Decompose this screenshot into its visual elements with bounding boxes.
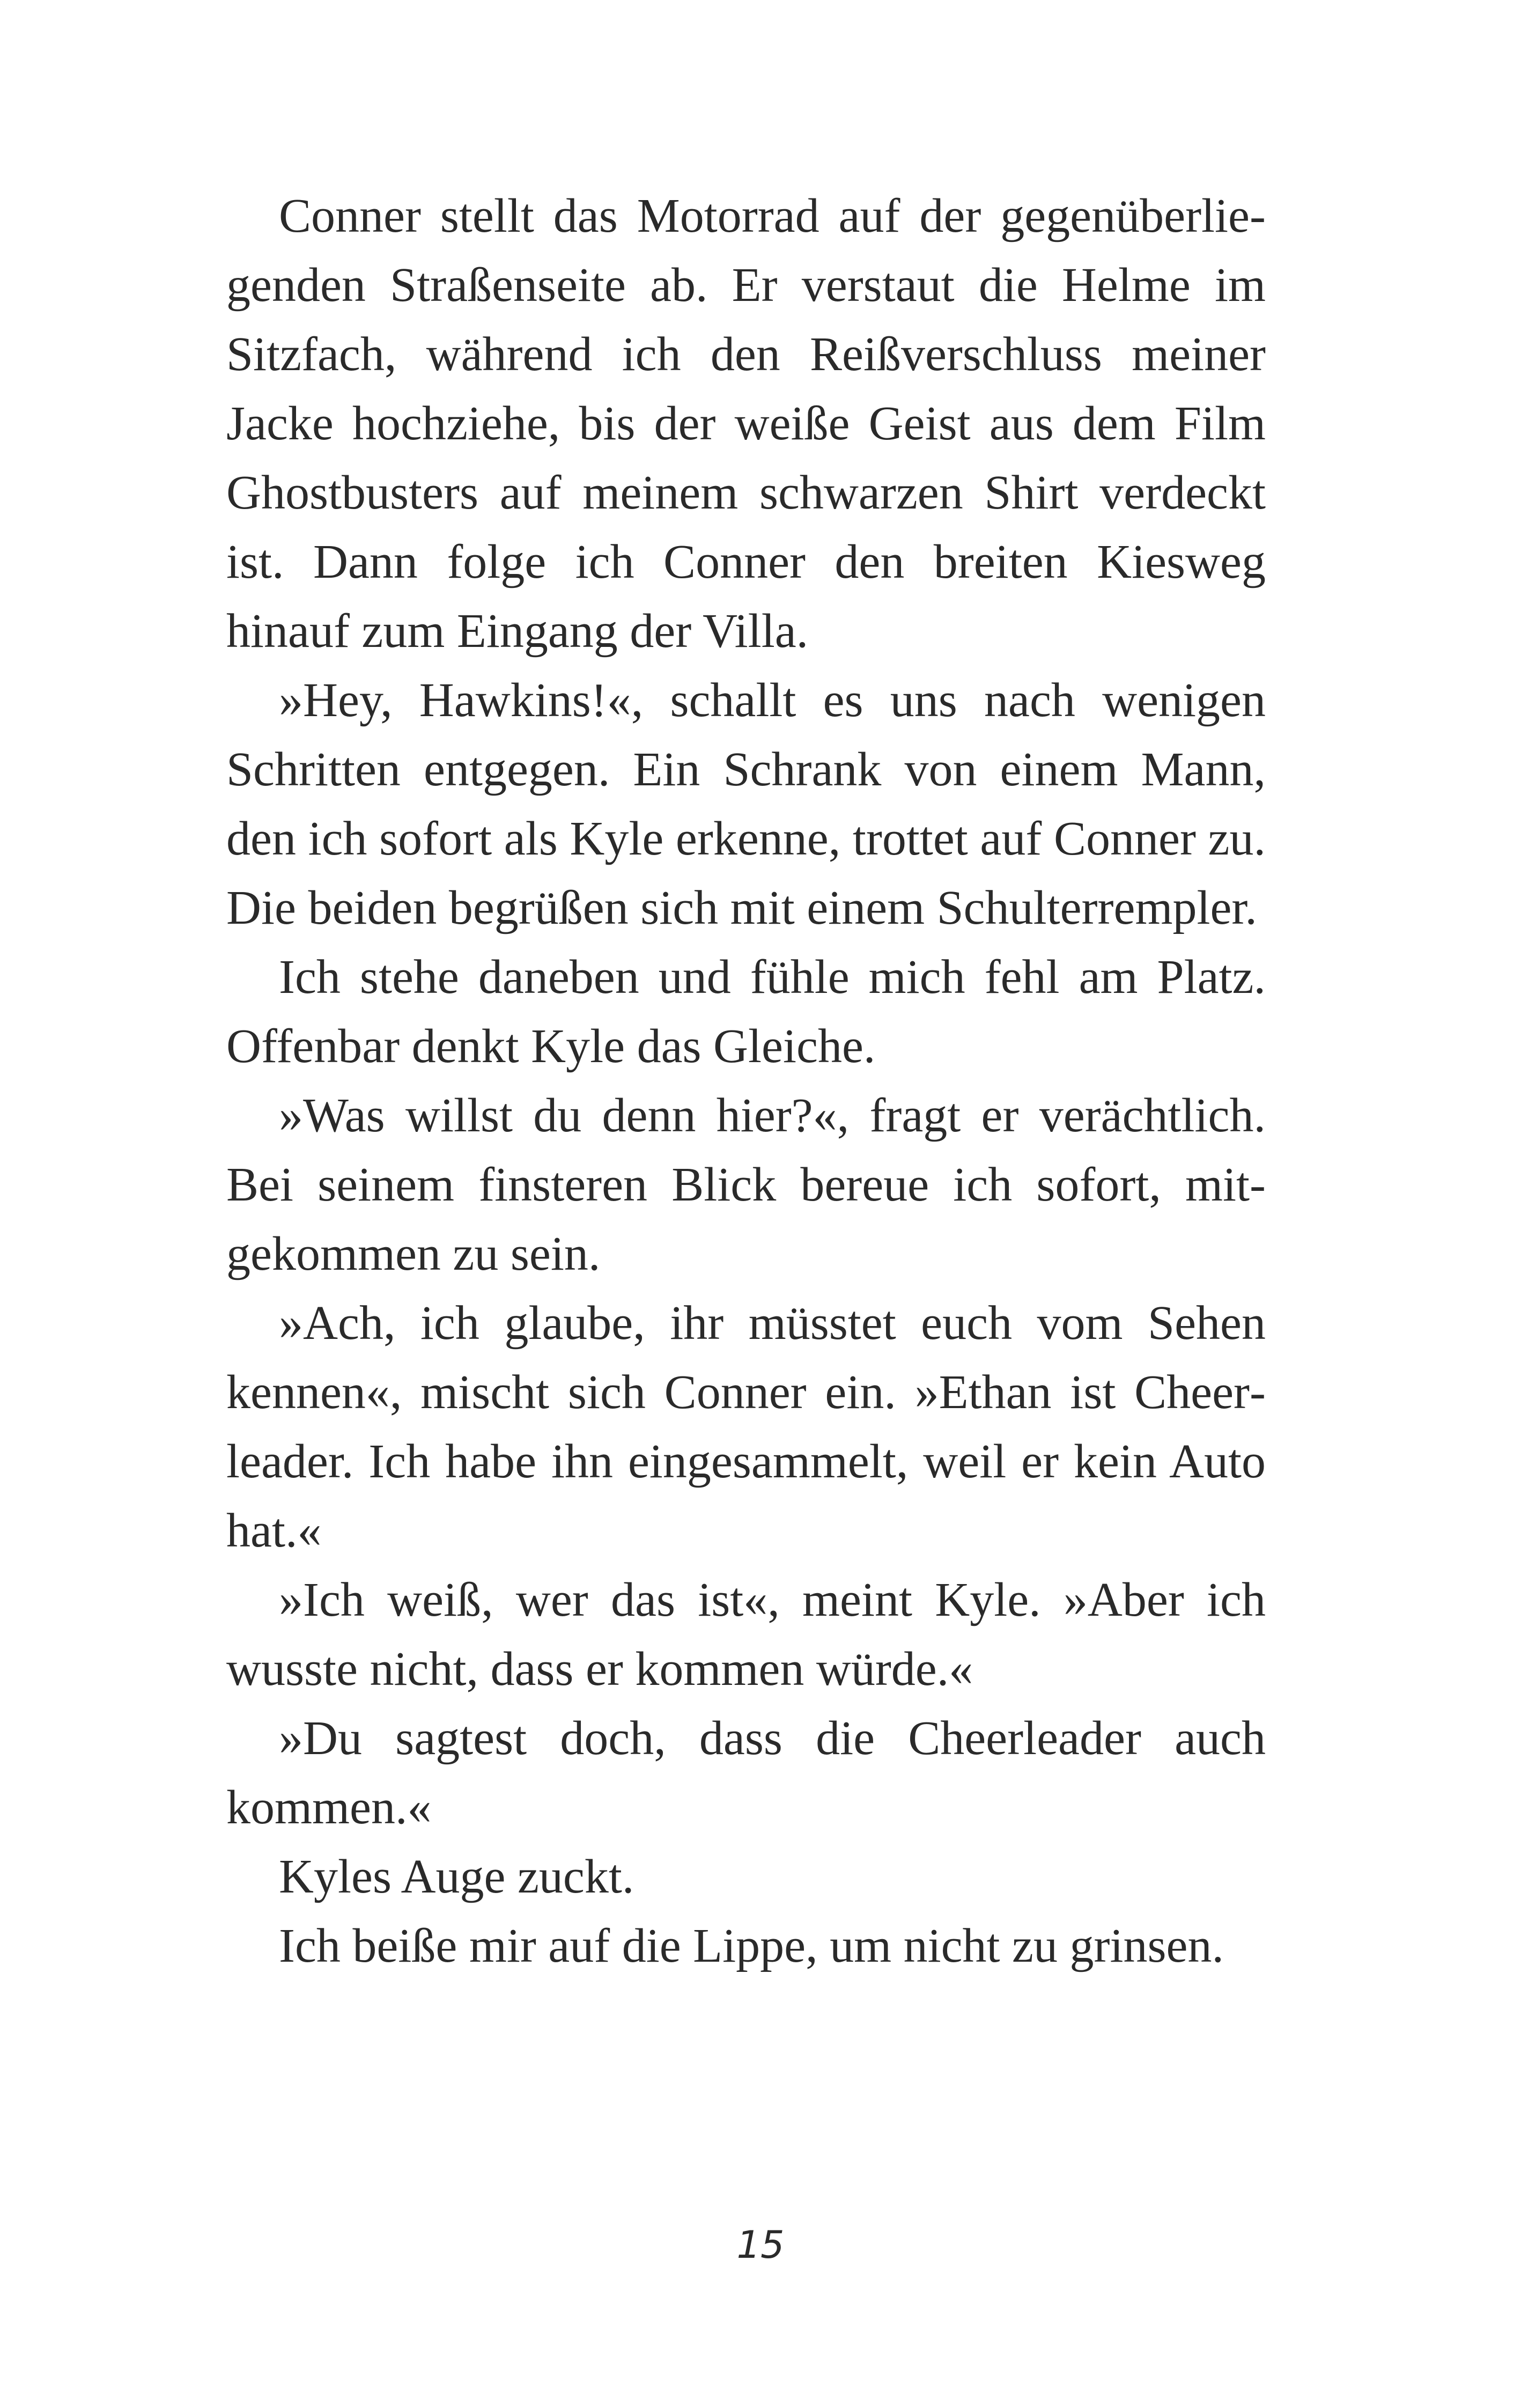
- paragraph-1: Conner stellt das Motorrad auf der gegenüberliegenden Straßenseite ab. Er verstaut die Helme im Sitzfach, während ich den Reißverschluss meiner Jacke hochziehe, bis der weiße Geist aus dem Film Ghostbusters auf meinem schwarzen Shirt verdeckt ist. Dann folge ich Conner den breiten Kiesweg hinauf zum Eingang der Villa.: [226, 189, 1266, 658]
- paragraph-7: »Du sagtest doch, dass die Cheerleader auch kommen.«: [226, 1712, 1266, 1834]
- paragraph-5: »Ach, ich glaube, ihr müsstet euch vom Sehen kennen«, mischt sich Conner ein. »Ethan ist Cheerleader. Ich habe ihn eingesammelt, weil er kein Auto hat.«: [226, 1297, 1266, 1557]
- page-number: 15: [736, 2223, 785, 2267]
- paragraph-6: »Ich weiß, wer das ist«, meint Kyle. »Aber ich wusste nicht, dass er kommen würde.«: [226, 1573, 1266, 1696]
- paragraph-8: Kyles Auge zuckt.: [279, 1850, 634, 1903]
- paragraph-2: »Hey, Hawkins!«, schallt es uns nach wenigen Schritten entgegen. Ein Schrank von einem Mann, den ich sofort als Kyle erkenne, trottet auf Conner zu. Die beiden begrüßen sich mit einem Schulterrempler.: [226, 674, 1266, 934]
- paragraph-4: »Was willst du denn hier?«, fragt er verächtlich. Bei seinem finsteren Blick bereue ich sofort, mitgekommen zu sein.: [226, 1089, 1266, 1280]
- body-text: [226, 181, 1266, 1980]
- paragraph-3: Ich stehe daneben und fühle mich fehl am Platz. Offenbar denkt Kyle das Gleiche.: [226, 951, 1266, 1073]
- paragraph-9: Ich beiße mir auf die Lippe, um nicht zu grinsen.: [279, 1919, 1224, 1972]
